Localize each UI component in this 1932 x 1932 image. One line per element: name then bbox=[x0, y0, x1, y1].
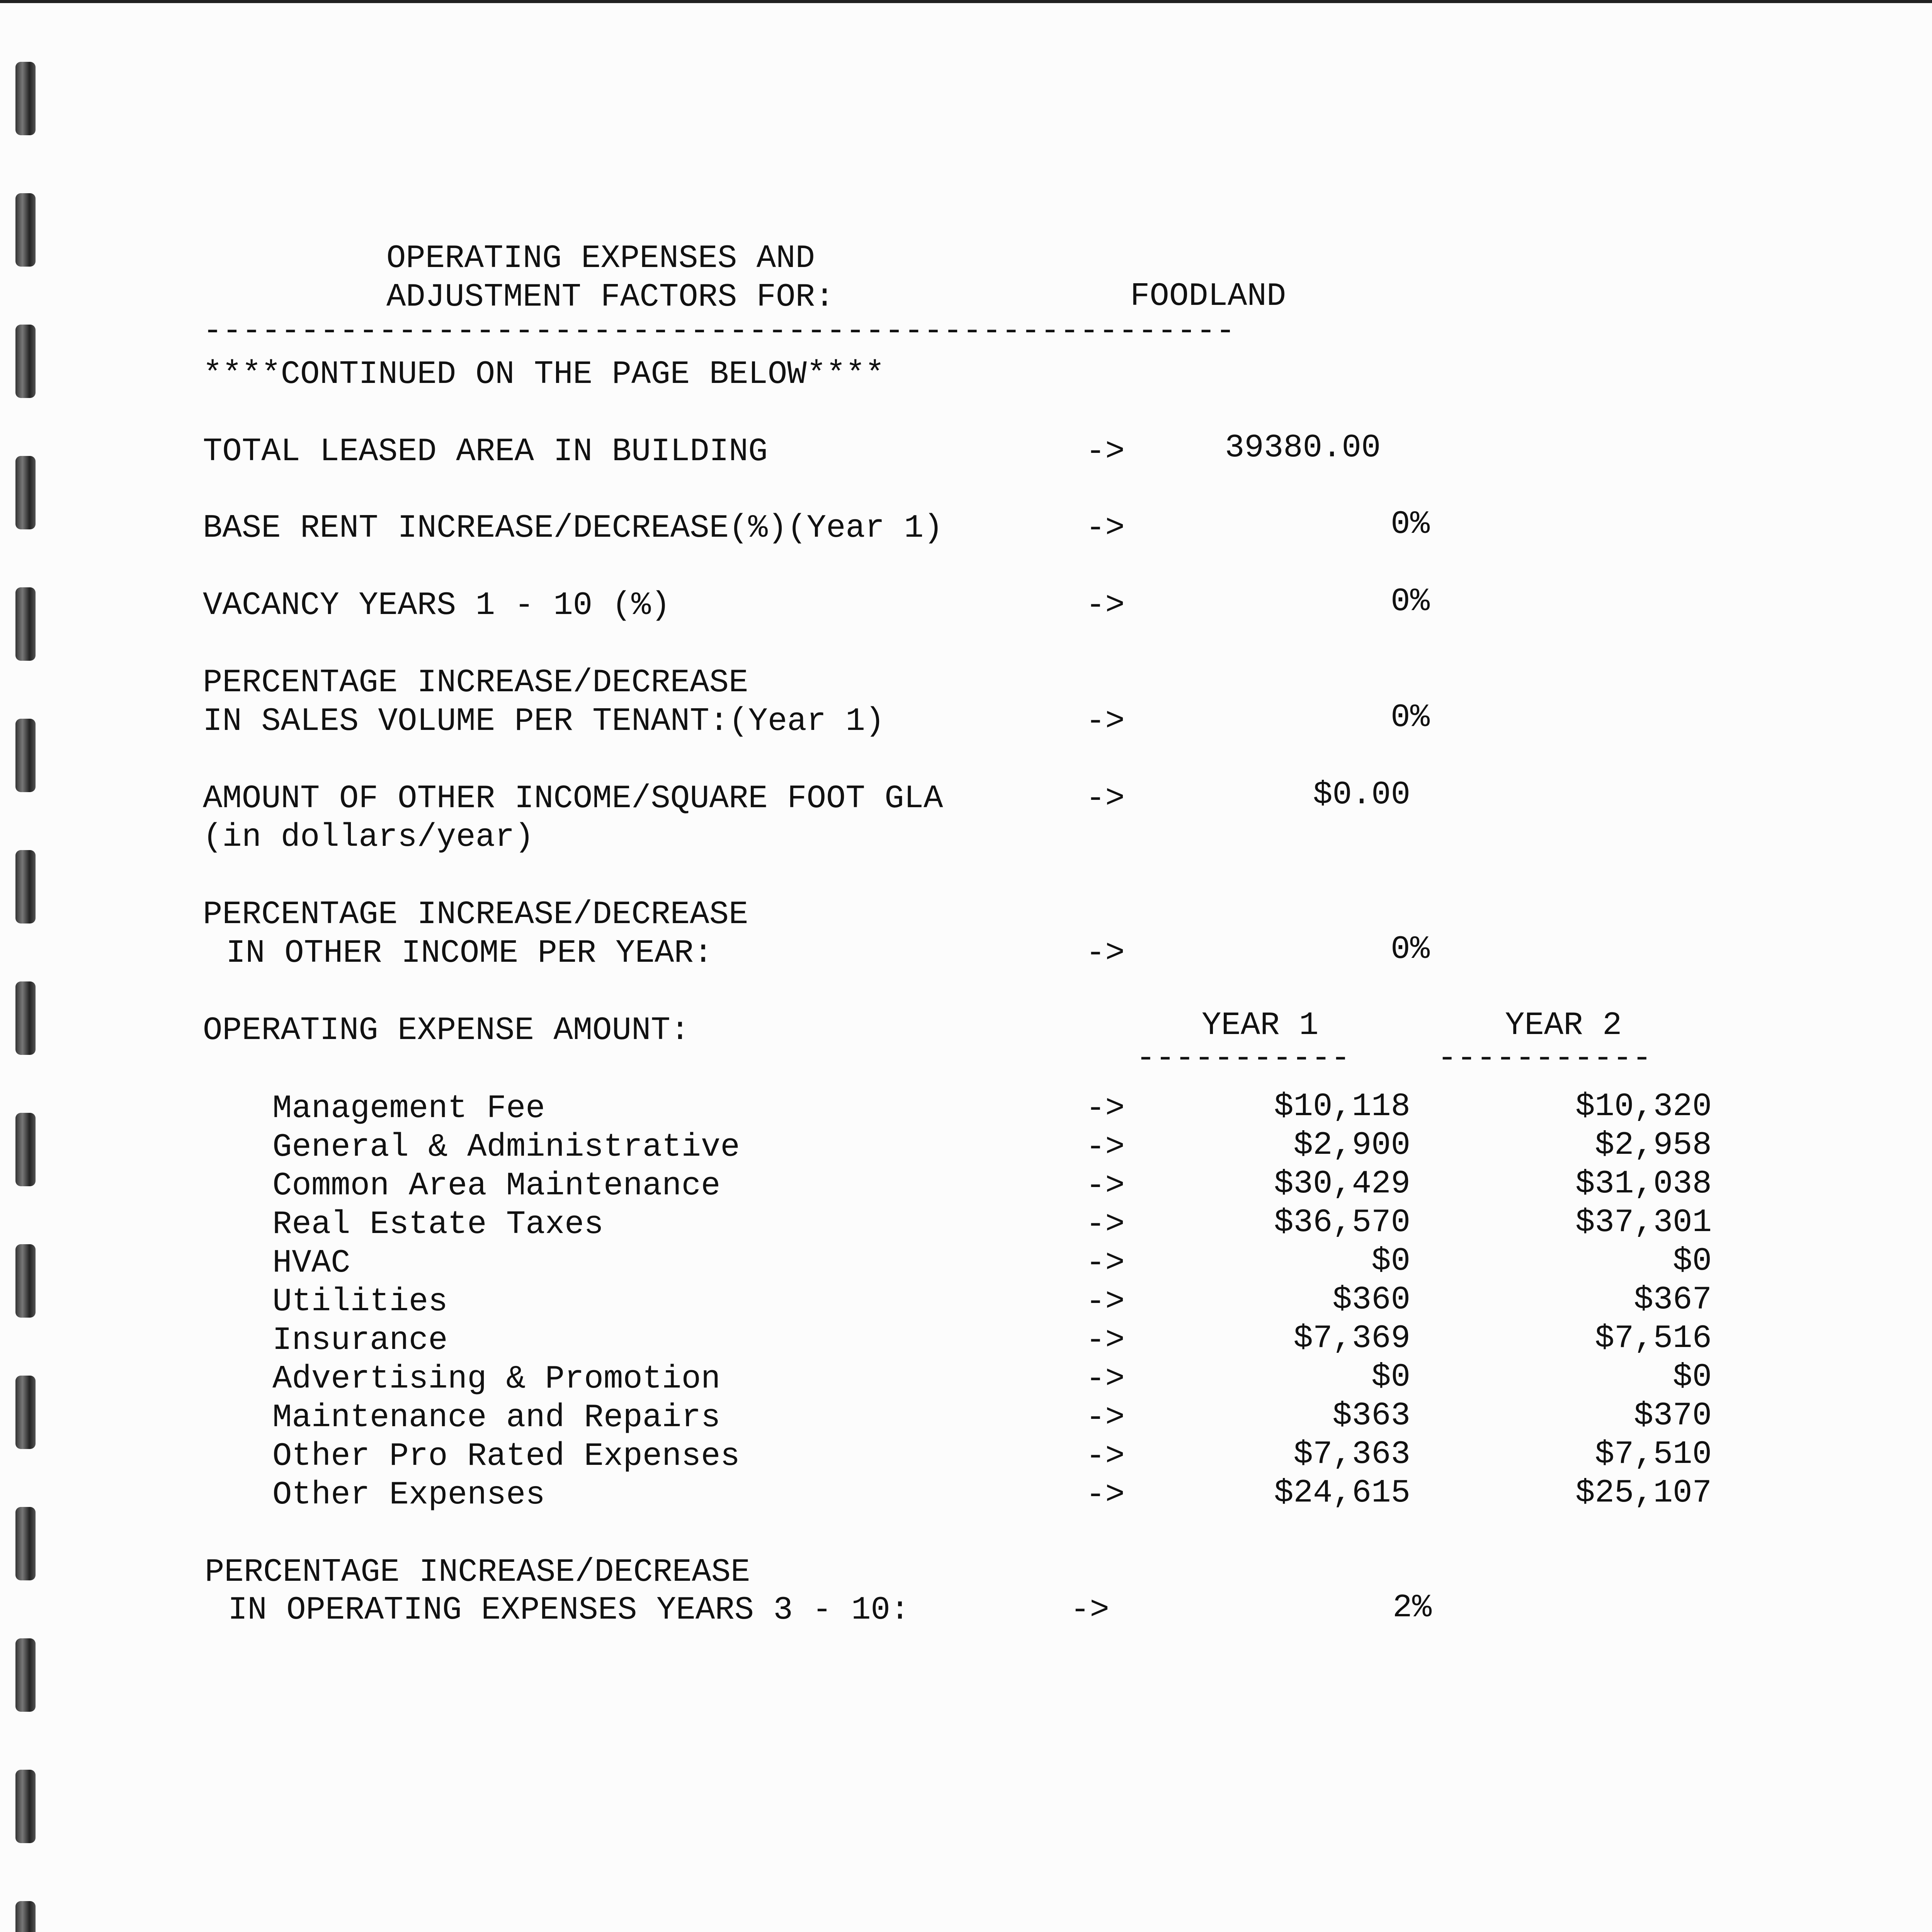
expense-name: Other Expenses bbox=[272, 1477, 545, 1514]
other-income-label-line1: AMOUNT OF OTHER INCOME/SQUARE FOOT GLA bbox=[203, 781, 943, 817]
opex-increase-value: 2% bbox=[1393, 1590, 1432, 1626]
arrow: -> bbox=[1086, 1322, 1125, 1359]
other-income-pct-label-line1: PERCENTAGE INCREASE/DECREASE bbox=[203, 896, 748, 933]
arrow: -> bbox=[1086, 1477, 1125, 1514]
binder-hole bbox=[15, 1901, 36, 1932]
arrow: -> bbox=[1086, 1168, 1125, 1204]
arrow: -> bbox=[1086, 1090, 1125, 1127]
expense-year1: $0 bbox=[1371, 1243, 1410, 1280]
arrow: -> bbox=[1086, 1361, 1125, 1398]
expense-year2: $10,320 bbox=[1575, 1088, 1712, 1125]
expense-year2: $7,516 bbox=[1595, 1320, 1712, 1357]
expense-year2: $2,958 bbox=[1595, 1127, 1712, 1164]
expense-year1: $7,363 bbox=[1293, 1436, 1410, 1473]
arrow: -> bbox=[1070, 1592, 1109, 1629]
total-leased-value: 39380.00 bbox=[1225, 430, 1381, 466]
expense-year2: $0 bbox=[1673, 1243, 1712, 1280]
opex-col-year2: YEAR 2 bbox=[1505, 1007, 1622, 1044]
expense-year1: $24,615 bbox=[1274, 1475, 1410, 1512]
expense-year1: $0 bbox=[1371, 1359, 1410, 1396]
arrow: -> bbox=[1086, 1245, 1125, 1282]
arrow: -> bbox=[1086, 587, 1125, 624]
arrow: -> bbox=[1086, 1438, 1125, 1475]
binder-hole bbox=[15, 1507, 36, 1580]
arrow: -> bbox=[1086, 1284, 1125, 1320]
vacancy-value: 0% bbox=[1391, 583, 1430, 620]
binder-hole bbox=[15, 1638, 36, 1712]
binder-hole bbox=[15, 719, 36, 792]
expense-year1: $10,118 bbox=[1274, 1088, 1410, 1125]
sales-volume-label-line2: IN SALES VOLUME PER TENANT:(Year 1) bbox=[203, 703, 885, 740]
expense-year2: $25,107 bbox=[1575, 1475, 1712, 1512]
expense-name: Real Estate Taxes bbox=[272, 1206, 604, 1243]
expense-year1: $36,570 bbox=[1274, 1204, 1410, 1241]
expense-name: Other Pro Rated Expenses bbox=[272, 1438, 740, 1475]
binder-hole bbox=[15, 193, 36, 267]
binder-hole bbox=[15, 981, 36, 1055]
arrow: -> bbox=[1086, 1129, 1125, 1166]
opex-col-year2-underline: ----------- bbox=[1437, 1040, 1652, 1077]
vacancy-label: VACANCY YEARS 1 - 10 (%) bbox=[203, 587, 670, 624]
binder-hole bbox=[15, 1244, 36, 1318]
arrow: -> bbox=[1086, 510, 1125, 547]
arrow: -> bbox=[1086, 434, 1125, 470]
expense-year2: $31,038 bbox=[1575, 1166, 1712, 1202]
expense-year2: $7,510 bbox=[1595, 1436, 1712, 1473]
binder-hole bbox=[15, 456, 36, 529]
expense-year1: $2,900 bbox=[1293, 1127, 1410, 1164]
expense-name: Common Area Maintenance bbox=[272, 1168, 721, 1204]
expense-name: Advertising & Promotion bbox=[272, 1361, 721, 1398]
header-title-line1: OPERATING EXPENSES AND bbox=[386, 240, 815, 277]
expense-name: Maintenance and Repairs bbox=[272, 1400, 721, 1436]
continued-notice: ****CONTINUED ON THE PAGE BELOW**** bbox=[203, 356, 885, 393]
base-rent-value: 0% bbox=[1391, 506, 1430, 543]
expense-year1: $30,429 bbox=[1274, 1166, 1410, 1202]
arrow: -> bbox=[1086, 935, 1125, 972]
binder-holes bbox=[15, 0, 39, 1932]
opex-col-year1: YEAR 1 bbox=[1202, 1007, 1319, 1044]
binder-hole bbox=[15, 1770, 36, 1843]
other-income-value: $0.00 bbox=[1313, 777, 1410, 813]
expense-name: General & Administrative bbox=[272, 1129, 740, 1166]
opex-label: OPERATING EXPENSE AMOUNT: bbox=[203, 1012, 690, 1049]
expense-name: Utilities bbox=[272, 1284, 448, 1320]
expense-name: HVAC bbox=[272, 1245, 350, 1282]
tenant-name: FOODLAND bbox=[1130, 278, 1286, 315]
binder-hole bbox=[15, 850, 36, 923]
opex-increase-label-line2: IN OPERATING EXPENSES YEARS 3 - 10: bbox=[228, 1592, 910, 1629]
expense-year2: $37,301 bbox=[1575, 1204, 1712, 1241]
expense-year1: $7,369 bbox=[1293, 1320, 1410, 1357]
other-income-pct-label-line2: IN OTHER INCOME PER YEAR: bbox=[226, 935, 713, 972]
sales-volume-label-line1: PERCENTAGE INCREASE/DECREASE bbox=[203, 665, 748, 701]
binder-hole bbox=[15, 1376, 36, 1449]
expense-year1: $363 bbox=[1332, 1398, 1410, 1434]
other-income-label-line2: (in dollars/year) bbox=[203, 819, 534, 856]
binder-hole bbox=[15, 62, 36, 135]
arrow: -> bbox=[1086, 703, 1125, 740]
binder-hole bbox=[15, 325, 36, 398]
binder-hole bbox=[15, 587, 36, 661]
total-leased-label: TOTAL LEASED AREA IN BUILDING bbox=[203, 434, 768, 470]
opex-increase-label-line1: PERCENTAGE INCREASE/DECREASE bbox=[205, 1554, 750, 1591]
expense-year2: $370 bbox=[1634, 1398, 1712, 1434]
scan-edge-top bbox=[0, 0, 1932, 3]
expense-year1: $360 bbox=[1332, 1282, 1410, 1318]
base-rent-label: BASE RENT INCREASE/DECREASE(%)(Year 1) bbox=[203, 510, 943, 547]
binder-hole bbox=[15, 1113, 36, 1186]
expense-name: Management Fee bbox=[272, 1090, 545, 1127]
arrow: -> bbox=[1086, 1206, 1125, 1243]
expense-name: Insurance bbox=[272, 1322, 448, 1359]
header-rule: ----------------------------------------------------- bbox=[203, 313, 1235, 350]
arrow: -> bbox=[1086, 781, 1125, 817]
opex-col-year1-underline: ----------- bbox=[1136, 1040, 1350, 1077]
arrow: -> bbox=[1086, 1400, 1125, 1436]
expense-year2: $0 bbox=[1673, 1359, 1712, 1396]
other-income-pct-value: 0% bbox=[1391, 931, 1430, 968]
sales-volume-value: 0% bbox=[1391, 699, 1430, 736]
expense-year2: $367 bbox=[1634, 1282, 1712, 1318]
header-title-line2: ADJUSTMENT FACTORS FOR: bbox=[386, 279, 835, 316]
